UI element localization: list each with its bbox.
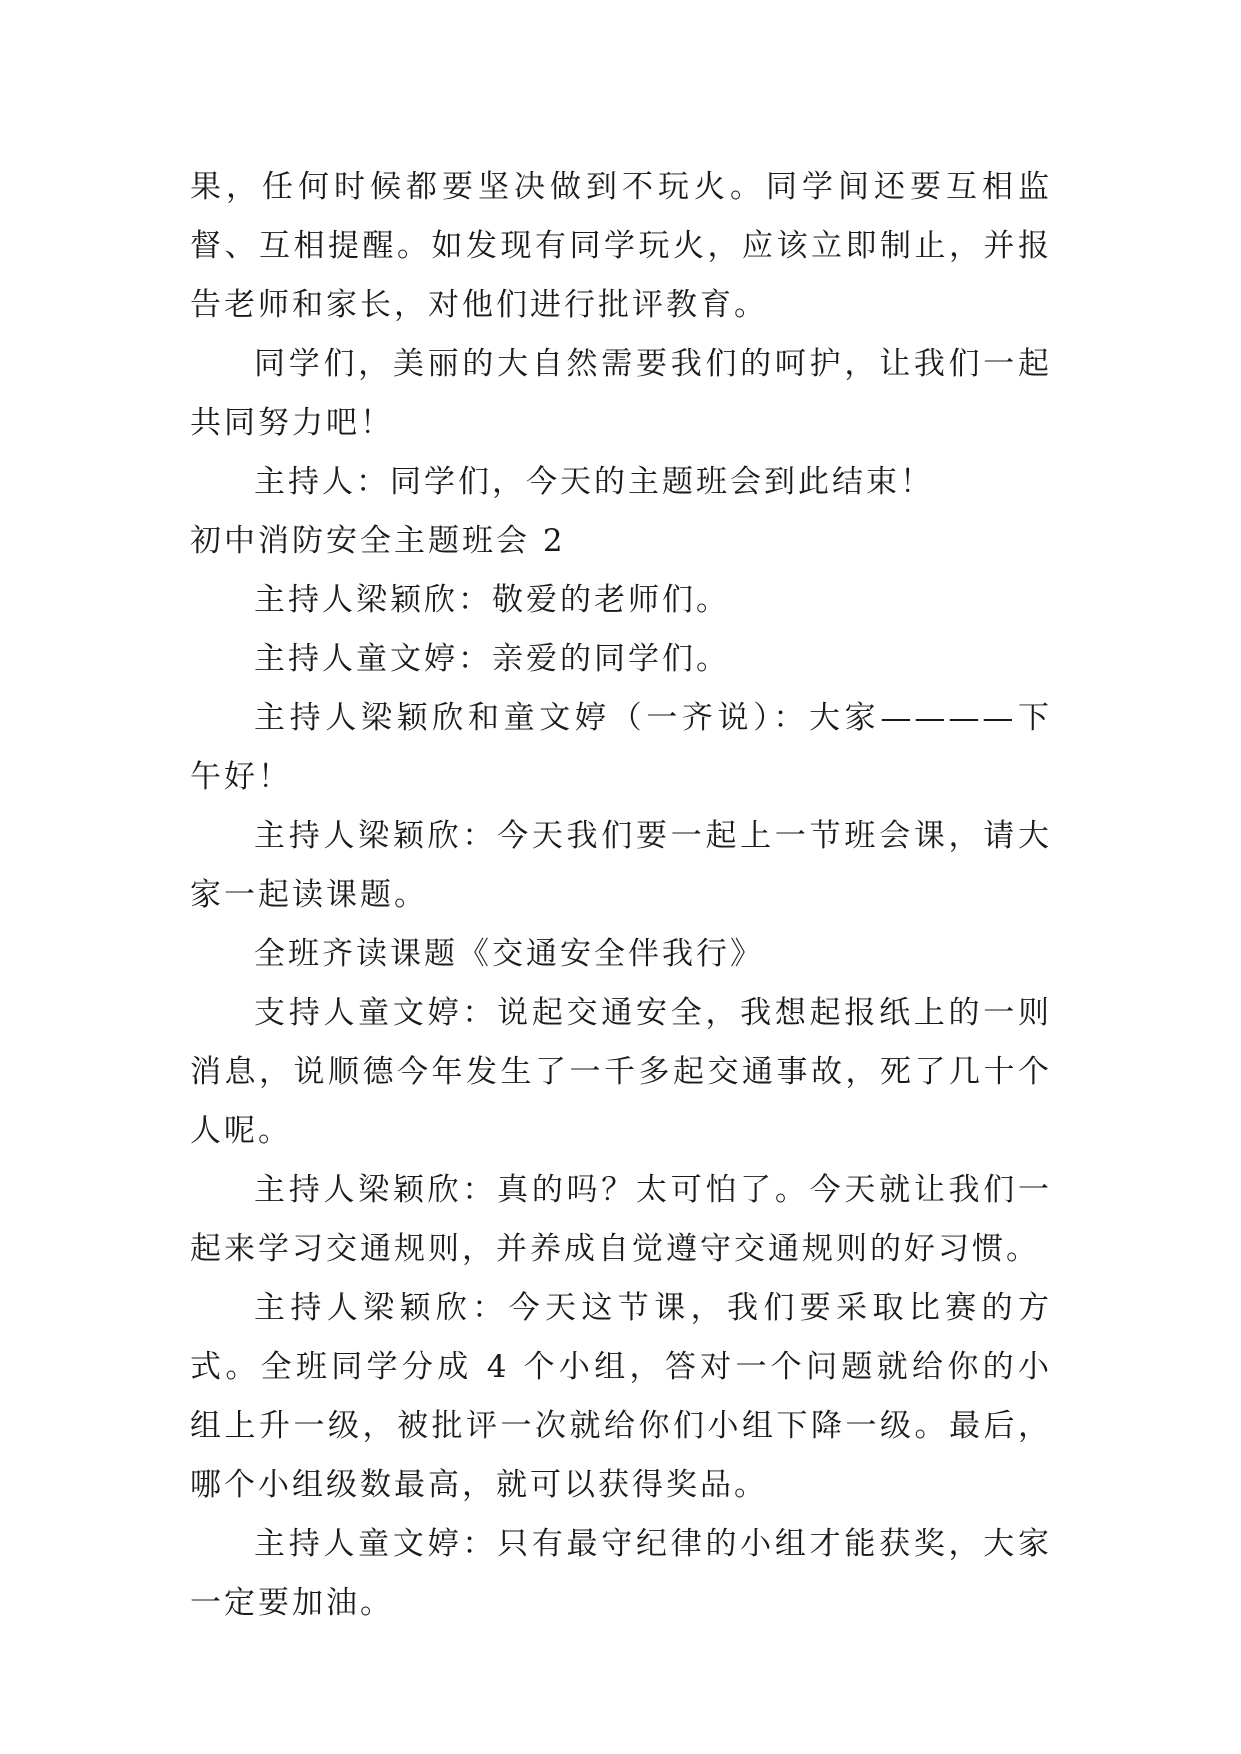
paragraph-host-closing: 主持人：同学们，今天的主题班会到此结束！ <box>254 464 934 500</box>
paragraph-host-greeting-teachers: 主持人梁颖欣：敬爱的老师们。 <box>254 582 730 618</box>
paragraph-joint-greeting: 主持人梁颖欣和童文婷（一齐说）：大家————下午好！ <box>190 700 1052 795</box>
paragraph-read-topic: 主持人梁颖欣：今天我们要一起上一节班会课，请大家一起读课题。 <box>190 818 1052 913</box>
paragraph-learn-rules: 主持人梁颖欣：真的吗？太可怕了。今天就让我们一起来学习交通规则，并养成自觉遵守交通规则的好习惯。 <box>190 1172 1052 1267</box>
paragraph-nature-appeal: 同学们，美丽的大自然需要我们的呵护，让我们一起共同努力吧！ <box>190 346 1052 441</box>
paragraph-news-report: 支持人童文婷：说起交通安全，我想起报纸上的一则消息，说顺德今年发生了一千多起交通事故，死了几十个人呢。 <box>190 995 1052 1149</box>
paragraph-continuation: 果，任何时候都要坚决做到不玩火。同学间还要互相监督、互相提醒。如发现有同学玩火，应该立即制止，并报告老师和家长，对他们进行批评教育。 <box>190 169 1052 323</box>
document-body <box>190 158 1052 1633</box>
paragraph-competition-rules: 主持人梁颖欣：今天这节课，我们要采取比赛的方式。全班同学分成 4 个小组，答对一个问题就给你的小组上升一级，被批评一次就给你们小组下降一级。最后，哪个小组级数最高，就可以获得奖品。 <box>190 1290 1052 1503</box>
paragraph-encouragement: 主持人童文婷：只有最守纪律的小组才能获奖，大家一定要加油。 <box>190 1526 1052 1621</box>
paragraph-class-reads-title: 全班齐读课题《交通安全伴我行》 <box>254 936 764 972</box>
paragraph-host-greeting-students: 主持人童文婷：亲爱的同学们。 <box>254 641 730 677</box>
section-heading: 初中消防安全主题班会 2 <box>190 523 566 559</box>
